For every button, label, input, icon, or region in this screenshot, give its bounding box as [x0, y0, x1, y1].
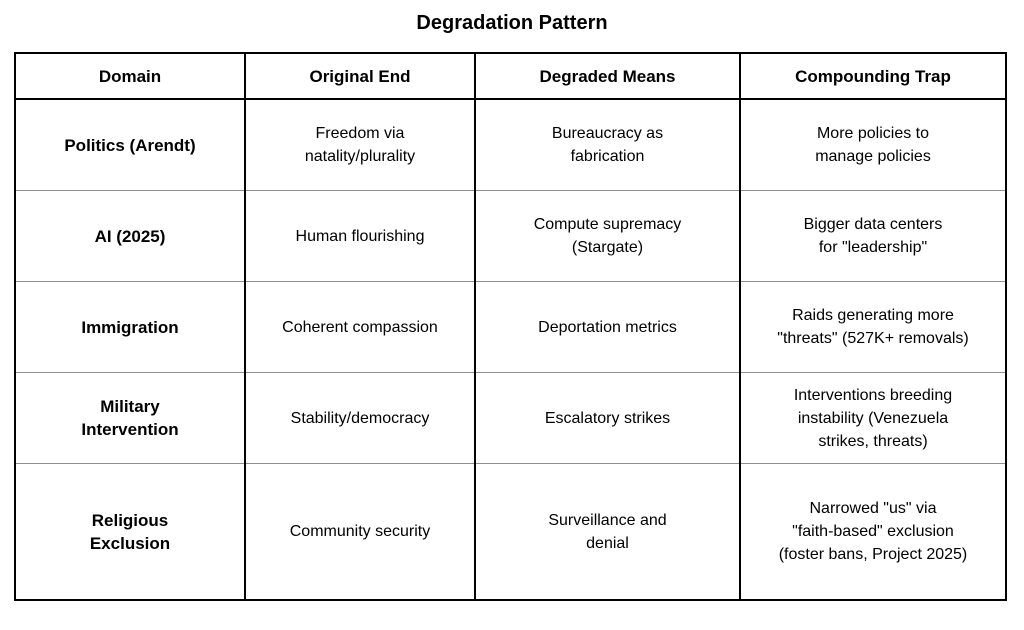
original-end-cell: [245, 99, 475, 191]
original-end-cell: [245, 191, 475, 282]
compounding-trap-cell: [740, 373, 1006, 464]
table-row: [15, 373, 1006, 464]
original-end-text: Human flourishing: [295, 227, 425, 245]
degraded-means-cell: [475, 99, 740, 191]
degraded-means-text: Compute supremacy (Stargate): [533, 216, 682, 256]
table-row: [15, 282, 1006, 373]
domain-cell: [15, 99, 245, 191]
original-end-text: Coherent compassion: [282, 318, 438, 336]
domain-cell: [15, 191, 245, 282]
column-header-compounding-trap: Compounding Trap: [740, 53, 1006, 99]
domain-text: Politics (Arendt): [64, 135, 196, 155]
table-row: [15, 191, 1006, 282]
compounding-trap-text: More policies to manage policies: [815, 125, 931, 165]
table-title: Degradation Pattern: [416, 12, 608, 34]
original-end-cell: [245, 464, 475, 601]
degraded-means-text: Escalatory strikes: [544, 409, 671, 427]
domain-cell: [15, 373, 245, 464]
column-header-domain: Domain: [15, 53, 245, 99]
compounding-trap-cell: [740, 99, 1006, 191]
compounding-trap-text: Raids generating more "threats" (527K+ removals): [777, 307, 969, 347]
domain-text: Military Intervention: [81, 397, 179, 439]
compounding-trap-text: Bigger data centers for "leadership": [803, 216, 943, 256]
column-header-original-end: Original End: [245, 53, 475, 99]
original-end-cell: [245, 282, 475, 373]
table-row: [15, 99, 1006, 191]
degraded-means-text: Deportation metrics: [538, 318, 677, 336]
degraded-means-cell: [475, 373, 740, 464]
compounding-trap-text: Narrowed "us" via "faith-based" exclusion (foster bans, Project 2025): [778, 500, 968, 563]
domain-cell: [15, 282, 245, 373]
degraded-means-cell: [475, 191, 740, 282]
original-end-text: Community security: [289, 523, 431, 540]
compounding-trap-cell: [740, 282, 1006, 373]
degraded-means-text: Surveillance and denial: [548, 511, 667, 552]
domain-cell: [15, 464, 245, 601]
compounding-trap-cell: [740, 464, 1006, 601]
column-header-degraded-means: Degraded Means: [475, 53, 740, 99]
degradation-table: [14, 52, 1007, 601]
domain-text: Immigration: [81, 317, 179, 337]
compounding-trap-text: Interventions breeding instability (Venezuela strikes, threats): [793, 386, 953, 450]
domain-text: AI (2025): [94, 226, 166, 246]
degraded-means-cell: [475, 282, 740, 373]
degraded-means-cell: [475, 464, 740, 601]
original-end-text: Freedom via natality/plurality: [304, 125, 416, 165]
table-row: [15, 464, 1006, 601]
domain-text: Religious Exclusion: [89, 510, 171, 553]
header-row: [15, 53, 1006, 99]
degraded-means-text: Bureaucracy as fabrication: [551, 125, 664, 165]
compounding-trap-cell: [740, 191, 1006, 282]
original-end-cell: [245, 373, 475, 464]
original-end-text: Stability/democracy: [290, 409, 430, 427]
